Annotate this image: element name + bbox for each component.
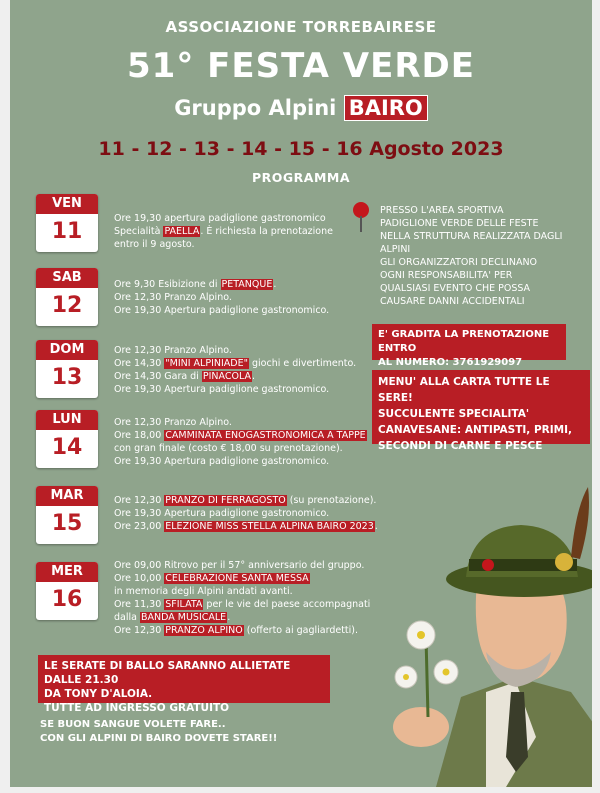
event-line [114, 238, 333, 251]
booking-phone: AL NUMERO: 3761929097 [378, 357, 523, 368]
gruppo-place-badge: BAIRO [344, 95, 428, 121]
calendar-date-number: 15 [51, 511, 83, 536]
event-text: in memoria degli Alpini andati avanti. [114, 586, 293, 597]
event-line [114, 291, 329, 304]
event-text: Ore 9,30 Esibizione di [114, 279, 221, 290]
event-text: Ore 12,30 [114, 495, 165, 506]
event-line [114, 598, 370, 611]
event-text: . È richiesta la prenotazione [200, 226, 333, 237]
menu-line: SECONDI DI CARNE E PESCE [378, 440, 543, 452]
event-highlight: CAMMINATA ENOGASTRONOMICA A TAPPE [165, 430, 366, 441]
event-highlight: SFILATA [165, 599, 203, 610]
alpino-illustration [366, 487, 592, 787]
event-text: Ore 09,00 Ritrovo per il 57° anniversario del gruppo. [114, 560, 365, 571]
festival-dates: 11 - 12 - 13 - 14 - 15 - 16 Agosto 2023 [98, 138, 504, 160]
event-line [114, 304, 329, 317]
hat-badge-icon [482, 559, 494, 571]
location-line: NELLA STRUTTURA REALIZZATA DAGLI ALPINI [380, 231, 563, 255]
gruppo-prefix: Gruppo Alpini [174, 96, 337, 120]
event-text: Ore 23,00 [114, 521, 165, 532]
dance-line: LE SERATE DI BALLO SARANNO ALLIETATE DALLE 21.30 [44, 660, 291, 686]
page-margin-right [592, 0, 600, 793]
event-text: con gran finale (costo € 18,00 su prenotazione). [114, 443, 343, 454]
event-text: (su prenotazione). [286, 495, 377, 506]
event-highlight: PRANZO DI FERRAGOSTO [165, 495, 286, 506]
calendar-day-lun [36, 410, 98, 468]
event-highlight: BANDA MUSICALE [140, 612, 227, 623]
calendar-weekday: MAR [36, 486, 98, 506]
day-events [114, 416, 367, 468]
event-text: . [273, 279, 277, 290]
calendar-date-number: 13 [51, 365, 83, 390]
slogan-line: CON GLI ALPINI DI BAIRO DOVETE STARE!! [40, 733, 278, 744]
day-events [114, 212, 333, 251]
calendar-date-number: 11 [51, 219, 83, 244]
calendar-weekday: DOM [36, 340, 98, 360]
hat-pompom-icon [555, 553, 573, 571]
event-text: Ore 12,30 [114, 625, 165, 636]
event-text: entro il 9 agosto. [114, 239, 195, 250]
calendar-day-ven [36, 194, 98, 252]
hand-shape [393, 707, 449, 747]
location-info [380, 204, 592, 256]
location-line: PRESSO L'AREA SPORTIVA [380, 205, 504, 216]
event-highlight: ELEZIONE MISS STELLA ALPINA BAIRO 2023 [165, 521, 374, 532]
feather-icon [571, 487, 589, 559]
event-line [114, 494, 378, 507]
day-events [114, 278, 329, 317]
day-events [114, 344, 356, 396]
event-text: . [227, 612, 231, 623]
event-highlight: PAELLA [164, 226, 200, 237]
event-line [114, 520, 378, 533]
calendar-day-mer [36, 562, 98, 620]
festa-title: 51° FESTA VERDE [127, 46, 475, 86]
calendar-date-number: 16 [51, 587, 83, 612]
menu-box [372, 370, 590, 452]
event-text: Ore 14,30 [114, 358, 165, 369]
dance-evenings-box [38, 655, 330, 714]
event-text: dalla [114, 612, 140, 623]
event-text: . [251, 371, 255, 382]
slogan-line: SE BUON SANGUE VOLETE FARE.. [40, 719, 226, 730]
association-name: ASSOCIAZIONE TORREBAIRESE [165, 18, 437, 36]
event-line [114, 559, 370, 572]
event-line [114, 344, 356, 357]
booking-box [372, 324, 566, 368]
event-text: . [374, 521, 378, 532]
event-highlight: CELEBRAZIONE SANTA MESSA [165, 573, 309, 584]
calendar-weekday: LUN [36, 410, 98, 430]
event-text: Ore 19,30 Apertura padiglione gastronomico. [114, 384, 330, 395]
calendar-weekday: MER [36, 562, 98, 582]
calendar-weekday: VEN [36, 194, 98, 214]
disclaimer-line: OGNI RESPONSABILITA' PER [380, 270, 513, 281]
event-highlight: "MINI ALPINIADE" [165, 358, 248, 369]
event-line [114, 455, 367, 468]
event-line [114, 212, 333, 225]
day-events [114, 494, 378, 533]
dance-line: DA TONY D'ALOIA. [44, 688, 153, 700]
event-line [114, 572, 370, 585]
gruppo-title [10, 96, 592, 120]
event-text: Specialità [114, 226, 164, 237]
event-line [114, 357, 356, 370]
disclaimer-line: GLI ORGANIZZATORI DECLINANO [380, 257, 538, 268]
event-line [114, 383, 356, 396]
menu-line: CANAVESANE: ANTIPASTI, PRIMI, [378, 424, 572, 436]
event-text: Ore 19,30 Apertura padiglione gastronomico. [114, 305, 330, 316]
disclaimer-line: CAUSARE DANNI ACCIDENTALI [380, 296, 525, 307]
event-text: Ore 19,30 Apertura padiglione gastronomico. [114, 508, 330, 519]
event-text: Ore 19,30 Apertura padiglione gastronomico. [114, 456, 330, 467]
booking-line: E' GRADITA LA PRENOTAZIONE ENTRO [378, 329, 550, 354]
event-line [114, 225, 333, 238]
page-margin-bottom [0, 787, 600, 793]
event-text: Ore 12,30 Pranzo Alpino. [114, 292, 232, 303]
map-pin-stem [360, 216, 362, 232]
event-line [114, 416, 367, 429]
location-line: PADIGLIONE VERDE DELLE FESTE [380, 218, 539, 229]
flower-stem [426, 637, 428, 717]
event-text: Ore 10,00 [114, 573, 165, 584]
page-margin-left [0, 0, 10, 793]
calendar-day-mar [36, 486, 98, 544]
day-events [114, 559, 370, 637]
calendar-date-number: 12 [51, 293, 83, 318]
event-highlight: PRANZO ALPINO [165, 625, 243, 636]
programma-heading: PROGRAMMA [251, 170, 351, 185]
event-text: Ore 19,30 apertura padiglione gastronomico [114, 213, 326, 224]
event-line [114, 370, 356, 383]
event-line [114, 442, 367, 455]
event-line [114, 624, 370, 637]
event-highlight: PINACOLA [202, 371, 251, 382]
event-text: Ore 14,30 Gara di [114, 371, 202, 382]
menu-line: MENU' ALLA CARTA TUTTE LE SERE! [378, 376, 550, 404]
event-text: (offerto ai gagliardetti). [243, 625, 359, 636]
slogan [40, 718, 277, 746]
calendar-day-sab [36, 268, 98, 326]
calendar-day-dom [36, 340, 98, 398]
event-line [114, 507, 378, 520]
event-text: Ore 12,30 Pranzo Alpino. [114, 345, 232, 356]
event-line [114, 611, 370, 624]
event-line [114, 278, 329, 291]
menu-line: SUCCULENTE SPECIALITA' [378, 408, 530, 420]
disclaimer-line: QUALSIASI EVENTO CHE POSSA [380, 283, 531, 294]
event-text: giochi e divertimento. [248, 358, 357, 369]
event-poster [10, 0, 592, 787]
event-text: per le vie del paese accompagnati [203, 599, 371, 610]
event-line [114, 429, 367, 442]
event-highlight: PETANQUE [221, 279, 273, 290]
event-line [114, 585, 370, 598]
event-text: Ore 18,00 [114, 430, 165, 441]
disclaimer-info [380, 256, 537, 308]
event-text: Ore 11,30 [114, 599, 165, 610]
dance-line: TUTTE AD INGRESSO GRATUITO [44, 702, 230, 714]
event-text: Ore 12,30 Pranzo Alpino. [114, 417, 232, 428]
calendar-weekday: SAB [36, 268, 98, 288]
calendar-date-number: 14 [51, 435, 83, 460]
